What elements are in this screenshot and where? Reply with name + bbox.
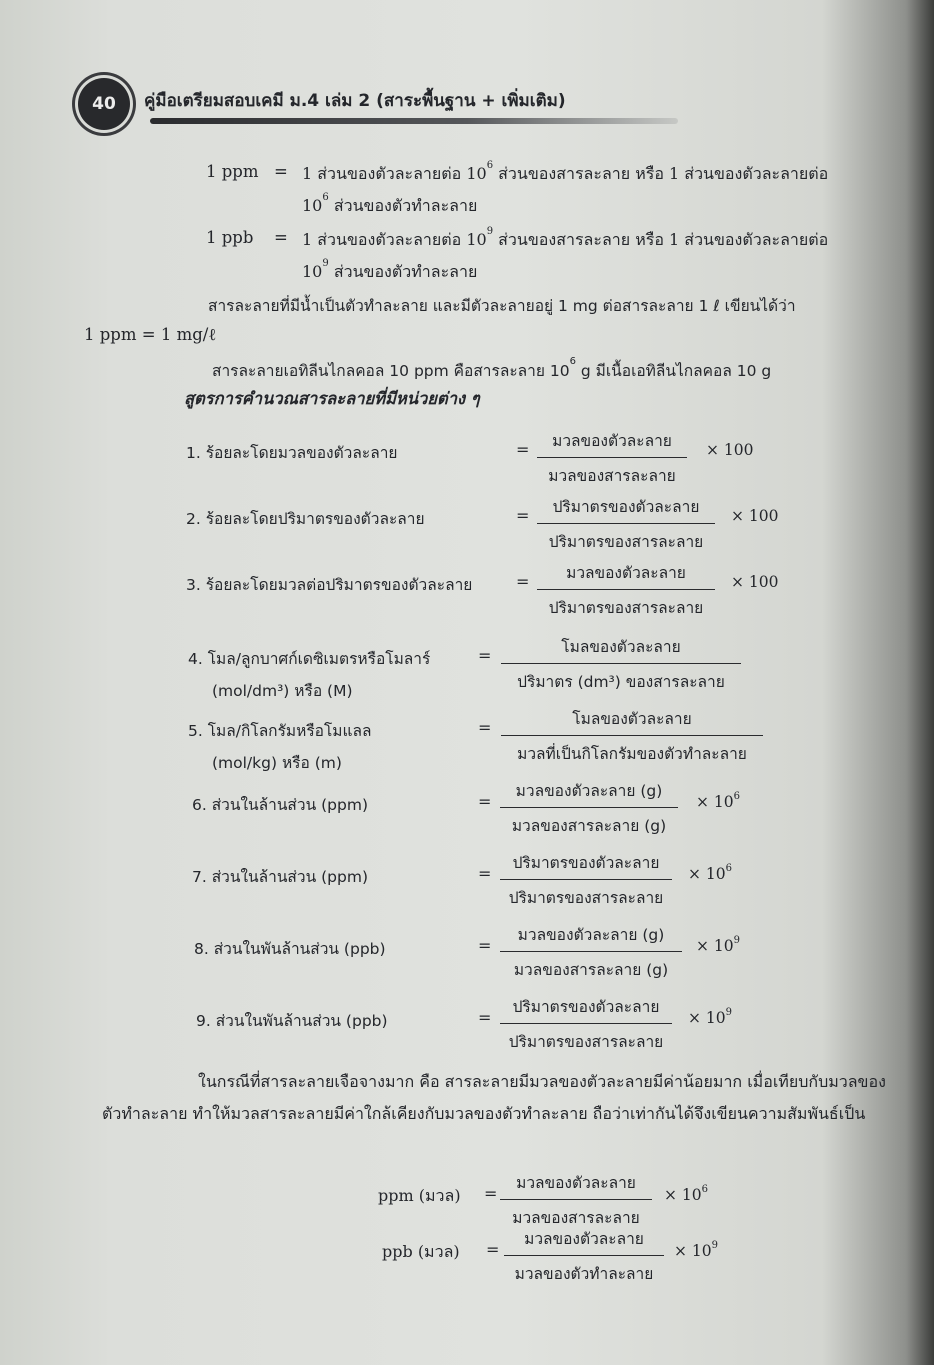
formula-8-equals: =: [478, 936, 492, 955]
definition-term-ppm: 1 ppm: [206, 162, 259, 181]
formula-5-fraction: [501, 706, 763, 766]
formula-2-label: 2. ร้อยละโดยปริมาตรของตัวละลาย: [186, 510, 425, 528]
formula-8-fraction: [500, 922, 682, 982]
final-formula-ppb-equals: =: [486, 1240, 500, 1259]
final-formula-ppm-multiplier: × $10^6$: [664, 1184, 709, 1204]
definition-ppm-line2: $10^6$ ส่วนของตัวทำละลาย: [302, 192, 478, 215]
formula-9-label: 9. ส่วนในพันล้านส่วน (ppb): [196, 1012, 388, 1030]
formula-4-label-units: (mol/dm³) หรือ (M): [212, 682, 353, 700]
formula-6-equals: =: [478, 792, 492, 811]
formula-8-label: 8. ส่วนในพันล้านส่วน (ppb): [194, 940, 386, 958]
formula-4-label: 4. โมล/ลูกบาศก์เดซิเมตรหรือโมลาร์: [188, 650, 431, 668]
formula-2-multiplier: × 100: [731, 507, 779, 525]
final-formula-ppm-numerator: มวลของตัวละลาย: [516, 1174, 636, 1192]
formula-6-multiplier: × $10^6$: [696, 791, 741, 811]
ethylene-glycol-example: สารละลายเอทิลีนไกลคอล 10 ppm คือสารละลาย $10^6$ g มีเนื้อเอทิลีนไกลคอล 10 g: [212, 356, 772, 380]
formula-3-equals: =: [516, 572, 530, 591]
formula-5-equals: =: [478, 718, 492, 737]
formula-2-numerator: ปริมาตรของตัวละลาย: [552, 498, 700, 516]
page-number-badge: 40: [78, 78, 130, 130]
final-formula-ppb-multiplier: × $10^9$: [674, 1240, 719, 1260]
formula-4-numerator: โมลของตัวละลาย: [561, 638, 681, 656]
formula-6-label: 6. ส่วนในล้านส่วน (ppm): [192, 796, 368, 814]
final-formula-ppb-numerator: มวลของตัวละลาย: [524, 1230, 644, 1248]
formula-9-numerator: ปริมาตรของตัวละลาย: [512, 998, 660, 1016]
definition-ppb-line2: $10^9$ ส่วนของตัวทำละลาย: [302, 258, 478, 281]
formula-9-fraction: [500, 994, 672, 1054]
formula-1-label: 1. ร้อยละโดยมวลของตัวละลาย: [186, 444, 398, 462]
formulas-heading: สูตรการคำนวณสารละลายที่มีหน่วยต่าง ๆ: [184, 389, 480, 408]
formula-3-multiplier: × 100: [731, 573, 779, 591]
formula-7-label: 7. ส่วนในล้านส่วน (ppm): [192, 868, 368, 886]
formula-2-fraction: [537, 494, 715, 554]
book-title: คู่มือเตรียมสอบเคมี ม.4 เล่ม 2 (สาระพื้นฐาน + เพิ่มเติม): [144, 91, 566, 111]
formula-9-multiplier: × $10^9$: [688, 1007, 733, 1027]
formula-8-multiplier: × $10^9$: [696, 935, 741, 955]
formula-6-denominator: มวลของสารละลาย (g): [500, 807, 678, 838]
final-formula-ppb-denominator: มวลของตัวทำละลาย: [504, 1255, 664, 1286]
formula-5-label: 5. โมล/กิโลกรัมหรือโมแลล: [188, 722, 372, 740]
formula-7-numerator: ปริมาตรของตัวละลาย: [512, 854, 660, 872]
definition-term-ppb: 1 ppb: [206, 228, 254, 247]
definition-ppm-line1: 1 ส่วนของตัวละลายต่อ $10^6$ ส่วนของสารละลาย หรือ 1 ส่วนของตัวละลายต่อ: [302, 160, 829, 183]
formula-1-numerator: มวลของตัวละลาย: [552, 432, 672, 450]
final-formula-ppm-label: ppm (มวล): [378, 1186, 461, 1205]
definition-ppb-line1: 1 ส่วนของตัวละลายต่อ $10^9$ ส่วนของสารละลาย หรือ 1 ส่วนของตัวละลายต่อ: [302, 226, 829, 249]
definition-equals: =: [274, 162, 288, 181]
final-formula-ppm-fraction: [500, 1170, 652, 1230]
formula-1-fraction: [537, 428, 687, 488]
formula-7-denominator: ปริมาตรของสารละลาย: [500, 879, 672, 910]
definition-equals: =: [274, 228, 288, 247]
formula-3-label: 3. ร้อยละโดยมวลต่อปริมาตรของตัวละลาย: [186, 576, 473, 594]
header-divider: [150, 118, 678, 124]
formula-9-equals: =: [478, 1008, 492, 1027]
formula-9-denominator: ปริมาตรของสารละลาย: [500, 1023, 672, 1054]
formula-5-denominator: มวลที่เป็นกิโลกรัมของตัวทำละลาย: [501, 735, 763, 766]
formula-5-numerator: โมลของตัวละลาย: [572, 710, 692, 728]
final-formula-ppm-equals: =: [484, 1184, 498, 1203]
formula-7-fraction: [500, 850, 672, 910]
formula-4-equals: =: [478, 646, 492, 665]
formula-1-denominator: มวลของสารละลาย: [537, 457, 687, 488]
dilute-solution-paragraph: ในกรณีที่สารละลายเจือจางมาก คือ สารละลายมีมวลของตัวละลายมีค่าน้อยมาก เมื่อเทียบกับมวลของตัวทำละลาย ทำให้มวลสารละลายมีค่าใกล้เคียงกับมวลของตัวทำละลาย ถือว่าเท่ากันได้จึงเขียนความสัมพันธ์เป็น: [102, 1072, 886, 1123]
formula-5-label-units: (mol/kg) หรือ (m): [212, 754, 342, 772]
formula-4-denominator: ปริมาตร (dm³) ของสารละลาย: [501, 663, 741, 694]
formula-8-denominator: มวลของสารละลาย (g): [500, 951, 682, 982]
formula-1-equals: =: [516, 440, 530, 459]
formula-8-numerator: มวลของตัวละลาย (g): [517, 926, 665, 944]
formula-2-equals: =: [516, 506, 530, 525]
formula-3-fraction: [537, 560, 715, 620]
formula-3-numerator: มวลของตัวละลาย: [566, 564, 686, 582]
water-solution-line2: 1 ppm = 1 mg/ℓ: [84, 325, 217, 344]
final-formula-ppm-denominator: มวลของสารละลาย: [500, 1199, 652, 1230]
formula-2-denominator: ปริมาตรของสารละลาย: [537, 523, 715, 554]
formula-7-multiplier: × $10^6$: [688, 863, 733, 883]
page-header: [78, 78, 678, 134]
formula-1-multiplier: × 100: [706, 441, 754, 459]
formula-6-fraction: [500, 778, 678, 838]
water-solution-line1: สารละลายที่มีน้ำเป็นตัวทำละลาย และมีตัวละลายอยู่ 1 mg ต่อสารละลาย 1 ℓ เขียนได้ว่า: [208, 297, 796, 315]
formula-3-denominator: ปริมาตรของสารละลาย: [537, 589, 715, 620]
formula-7-equals: =: [478, 864, 492, 883]
final-formula-ppb-label: ppb (มวล): [382, 1242, 460, 1261]
formula-4-fraction: [501, 634, 741, 694]
formula-6-numerator: มวลของตัวละลาย (g): [515, 782, 663, 800]
final-formula-ppb-fraction: [504, 1226, 664, 1286]
